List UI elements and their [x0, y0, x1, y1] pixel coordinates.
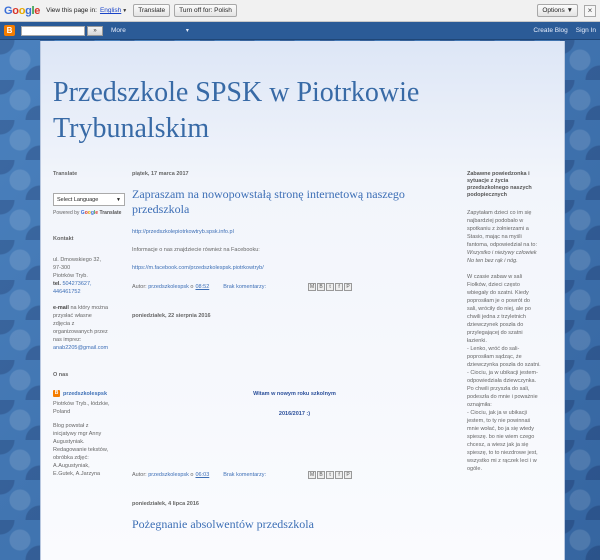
- author-link[interactable]: przedszkolespsk: [148, 472, 189, 478]
- anecdote-text: spieszę. bo nie wiem czego: [467, 434, 535, 440]
- anecdote-text: mnie wołać, bo ja się wtedy: [467, 426, 534, 432]
- blogger-navbar: [0, 22, 600, 40]
- tel-label: tel.: [53, 281, 61, 287]
- anecdote-text: podeszła do mnie i poważnie: [467, 394, 538, 400]
- chevron-down-icon: ▼: [116, 197, 121, 203]
- email-share-icon[interactable]: M: [309, 472, 315, 478]
- phone-link[interactable]: 504273627,: [62, 281, 92, 287]
- about-text: A.Augustyniak,: [53, 463, 90, 469]
- chevron-down-icon[interactable]: ▼: [122, 7, 128, 14]
- anecdote-text: Stasio, mając na myśli: [467, 234, 522, 240]
- search-button[interactable]: »: [87, 26, 103, 36]
- post-title[interactable]: Pożegnanie absolwentów przedszkola: [132, 517, 314, 531]
- anecdote-text: ogóle.: [467, 466, 482, 472]
- view-page-label: View this page in:: [46, 7, 97, 14]
- anecdote-text: - Lenko, wróć do sali-: [467, 346, 520, 352]
- about-text: inicjatywy mgr Anny: [53, 431, 102, 437]
- anecdote-text: wszystko mi z rączek leci i w: [467, 458, 537, 464]
- options-button[interactable]: Options ▼: [537, 4, 578, 17]
- location-line: Poland: [53, 409, 71, 415]
- address-line: 97-300: [53, 265, 71, 271]
- anecdote-text: Po chwili przyszła do sali,: [467, 386, 530, 392]
- anecdote-text: - Ciociu, ja w ubikacji jestem-: [467, 370, 538, 376]
- powered-by-google: Powered by Google Translate: [53, 210, 122, 216]
- translate-link[interactable]: Translate: [99, 210, 122, 216]
- post-date: piątek, 17 marca 2017: [132, 171, 189, 177]
- anecdote-text: - Ciociu, jak ja w ubikacji: [467, 410, 527, 416]
- google-logo: Google: [4, 4, 41, 17]
- email-note: organizowanych przez: [53, 329, 108, 335]
- create-blog-link[interactable]: Create Blog: [533, 27, 568, 34]
- post-link[interactable]: http://przedszkolepiotrkowtryb.spsk.info.pl: [132, 229, 234, 235]
- blogger-icon: B: [54, 390, 59, 396]
- anecdote-text: chwili jedna z trzyletnich: [467, 314, 526, 320]
- anecdote-text: Zapytałam dzieci co im się: [467, 210, 532, 216]
- anecdote-text: dziewczynek poszła do: [467, 322, 524, 328]
- post-footer: Autor: przedszkolespsk o 08:52 Brak komentarzy: M B t f P: [132, 283, 457, 291]
- right-sidebar: [467, 171, 553, 473]
- twitter-share-icon[interactable]: t: [326, 283, 334, 291]
- phone-link[interactable]: 446461752: [53, 289, 81, 295]
- about-text: E.Gutek, A.Jarzyna: [53, 471, 101, 477]
- chevron-down-icon[interactable]: ▾: [185, 28, 189, 34]
- search-input[interactable]: [21, 26, 85, 36]
- widget-title: sytuacje z życia: [467, 178, 509, 184]
- blogger-icon[interactable]: B: [4, 25, 15, 36]
- widget-title: przedszkolnego naszych: [467, 185, 532, 191]
- post-date: poniedziałek, 22 sierpnia 2016: [132, 313, 211, 319]
- anecdote-text: No ten bez rąk i nóg.: [467, 258, 518, 264]
- location-line: Piotrków Tryb., łódzkie,: [53, 401, 110, 407]
- address-line: ul. Dmowskiego 32,: [53, 257, 101, 263]
- anecdote-text: jestem, to ty nie powinnaś: [467, 418, 531, 424]
- anecdote-text: poprosiłam sądząc, że: [467, 354, 522, 360]
- translate-widget-title: Translate: [53, 171, 78, 177]
- widget-title: Zabawne powiedzonka i: [467, 171, 530, 177]
- select-language-dropdown[interactable]: Select Language ▼: [53, 193, 125, 206]
- turn-off-button[interactable]: Turn off for: Polish: [174, 4, 237, 17]
- close-icon[interactable]: ×: [584, 5, 596, 17]
- post-link[interactable]: https://m.facebook.com/przedszkolespsk.piotrkowtryb/: [132, 265, 264, 271]
- anecdote-text: W czasie zabaw w sali: [467, 274, 523, 280]
- pinterest-share-icon[interactable]: P: [344, 283, 352, 291]
- anecdote-text: spieszę, to to niezdrowe jest,: [467, 450, 538, 456]
- email-label: e-mail: [53, 305, 69, 311]
- widget-title: podopiecznych: [467, 192, 508, 198]
- email-share-icon[interactable]: M: [309, 284, 315, 290]
- comments-link[interactable]: Brak komentarzy:: [223, 284, 267, 290]
- post-time-link[interactable]: 06:03: [195, 472, 210, 478]
- facebook-share-icon[interactable]: f: [335, 283, 343, 291]
- anecdote-text: spotkaniu z żołnierzami a: [467, 226, 529, 232]
- blog-content: [40, 41, 565, 560]
- facebook-share-icon[interactable]: f: [335, 471, 343, 479]
- translate-button[interactable]: Translate: [133, 4, 170, 17]
- profile-link[interactable]: B przedszkolespsk: [54, 390, 108, 397]
- about-text: Redagowanie tekstów,: [53, 447, 109, 453]
- more-menu[interactable]: More: [111, 27, 126, 34]
- author-link[interactable]: przedszkolespsk: [148, 284, 189, 290]
- post-footer: Autor: przedszkolespsk o 06:03 Brak komentarzy: M B t f P: [132, 471, 457, 479]
- anecdote-text: fantoma, odpowiedział na to:: [467, 242, 538, 248]
- anecdote-text: chcesz, a wiesz jak ja się: [467, 442, 529, 448]
- about-text: Blog powstał z: [53, 423, 89, 429]
- anecdote-text: odpowiedziała dziewczynka.: [467, 378, 537, 384]
- anecdote-text: poprosiłam je o powrót do: [467, 298, 530, 304]
- about-text: obróbka zdjęć:: [53, 455, 89, 461]
- twitter-share-icon[interactable]: t: [326, 471, 334, 479]
- anecdote-text: Fiołków, dzieci często: [467, 282, 520, 288]
- post-text: Witam w nowym roku szkolnym: [253, 391, 336, 397]
- email-link[interactable]: anab2205@gmail.com: [53, 345, 109, 351]
- post-title[interactable]: Zapraszam na nowopowstałą stronę internetową naszego przedszkola: [132, 187, 405, 216]
- translate-bar: [0, 0, 600, 22]
- left-sidebar: Translate Select Language ▼ Powered by Google Translate Kontakt ul. Dmowskiego 32, 97-300 Piotrków Tryb. tel. 504273627, 446461752 e-mail na który można przysłać własne zdjęcia z organizowanych przez nas imprez: anab2205@gmail.com O nas B przedszkolespsk Piotrków Tryb., łódzkie, Poland Blog powstał z inicjatywy mgr Anny Augustyniak. Redagowanie tekstów, obróbka zdjęć: A.Augustyniak, E.Gutek, A.Jarzyna: [53, 171, 133, 478]
- anecdote-text: sali, wróciły do niej, ale po: [467, 306, 531, 312]
- post-text: 2016/2017 :): [278, 411, 311, 417]
- anecdote-text: dziewczynka poszła do szatni.: [467, 362, 541, 368]
- address-line: Piotrków Tryb.: [53, 273, 88, 279]
- blog-share-icon[interactable]: B: [317, 471, 325, 479]
- anecdote-text: wbiegały do szatni. Kiedy: [467, 290, 529, 296]
- email-note: zdjęcia z: [53, 321, 75, 327]
- blog-title[interactable]: Przedszkole SPSK w Piotrkowie Trybunalskim: [53, 77, 420, 144]
- language-select[interactable]: English: [99, 7, 122, 14]
- email-note: przysłać własne: [53, 313, 92, 319]
- comments-link[interactable]: Brak komentarzy:: [223, 472, 267, 478]
- pinterest-share-icon[interactable]: P: [344, 471, 352, 479]
- about-title: O nas: [53, 372, 69, 378]
- contact-title: Kontakt: [53, 236, 74, 242]
- anecdote-text: najbardziej podobało w: [467, 218, 524, 224]
- sign-in-link[interactable]: Sign In: [575, 27, 596, 34]
- post-time-link[interactable]: 08:52: [195, 284, 210, 290]
- post-text: Informacje o nas znajdziecie również na Facebooku:: [132, 247, 260, 253]
- blog-share-icon[interactable]: B: [317, 283, 325, 291]
- anecdote-text: łazienki.: [467, 338, 487, 344]
- main-column: [132, 171, 457, 544]
- anecdote-text: Wszystko i nieżywy człowiek: [467, 250, 537, 256]
- anecdote-text: przylegającej do szatni: [467, 330, 523, 336]
- about-text: Augustyniak.: [53, 439, 85, 445]
- anecdote-text: oznajmiła:: [467, 402, 492, 408]
- post-date: poniedziałek, 4 lipca 2016: [132, 501, 199, 507]
- email-note: nas imprez:: [53, 337, 82, 343]
